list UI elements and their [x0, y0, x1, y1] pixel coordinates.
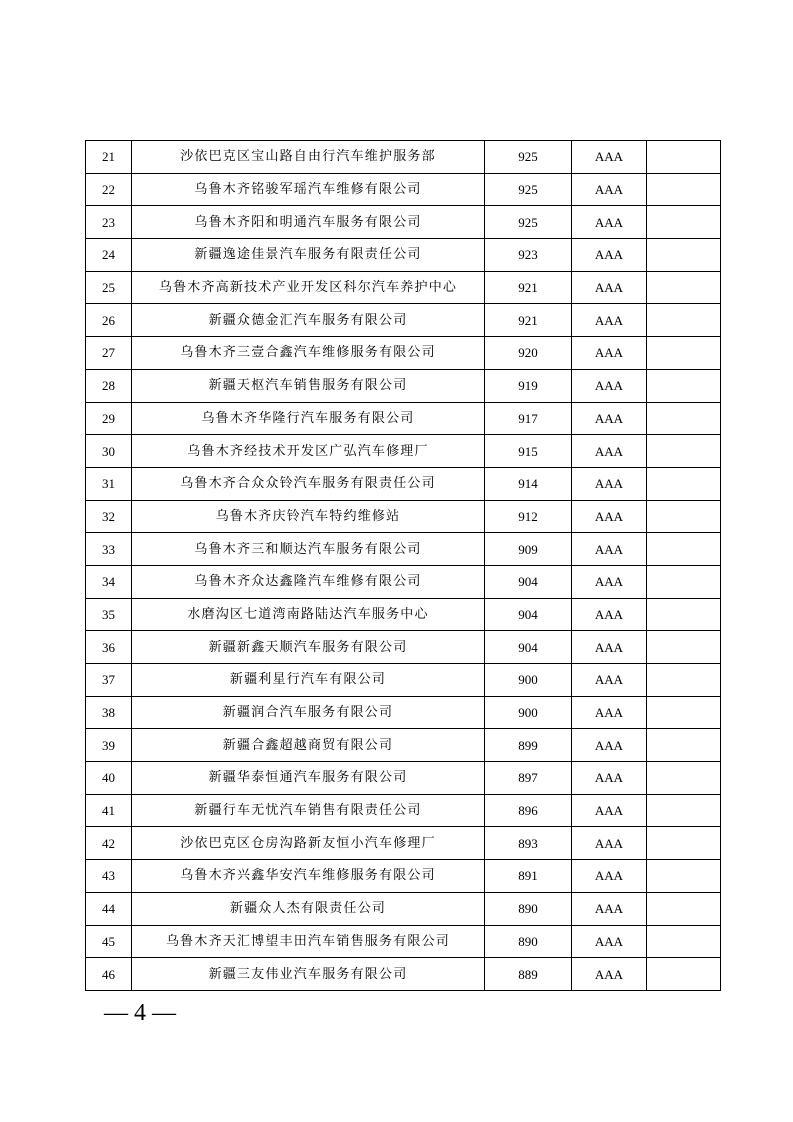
- row-number-cell: 28: [86, 369, 132, 402]
- note-cell: [647, 206, 721, 239]
- grade-cell: AAA: [572, 533, 647, 566]
- table-row: [86, 565, 721, 598]
- company-name-cell: 沙依巴克区仓房沟路新友恒小汽车修理厂: [132, 827, 485, 860]
- grade-cell: AAA: [572, 762, 647, 795]
- score-cell: 904: [485, 631, 572, 664]
- company-name-cell: 新疆众德金汇汽车服务有限公司: [132, 304, 485, 337]
- score-cell: 889: [485, 958, 572, 991]
- row-number-cell: 22: [86, 173, 132, 206]
- note-cell: [647, 958, 721, 991]
- company-name-cell: 新疆华泰恒通汽车服务有限公司: [132, 762, 485, 795]
- score-cell: 915: [485, 435, 572, 468]
- company-name-cell: 沙依巴克区宝山路自由行汽车维护服务部: [132, 141, 485, 174]
- company-name-cell: 乌鲁木齐华隆行汽车服务有限公司: [132, 402, 485, 435]
- note-cell: [647, 500, 721, 533]
- table-row: [86, 337, 721, 370]
- table-row: [86, 762, 721, 795]
- company-name-cell: 乌鲁木齐兴鑫华安汽车维修服务有限公司: [132, 860, 485, 893]
- table-row: [86, 402, 721, 435]
- note-cell: [647, 271, 721, 304]
- company-name-cell: 新疆三友伟业汽车服务有限公司: [132, 958, 485, 991]
- company-name-cell: 乌鲁木齐铭骏军瑶汽车维修有限公司: [132, 173, 485, 206]
- score-cell: 890: [485, 925, 572, 958]
- table-row: [86, 369, 721, 402]
- score-cell: 914: [485, 467, 572, 500]
- row-number-cell: 31: [86, 467, 132, 500]
- table-row: [86, 892, 721, 925]
- note-cell: [647, 141, 721, 174]
- score-cell: 925: [485, 206, 572, 239]
- company-name-cell: 新疆逸途佳景汽车服务有限责任公司: [132, 239, 485, 272]
- note-cell: [647, 729, 721, 762]
- grade-cell: AAA: [572, 435, 647, 468]
- note-cell: [647, 860, 721, 893]
- grade-cell: AAA: [572, 958, 647, 991]
- company-name-cell: 乌鲁木齐三和顺达汽车服务有限公司: [132, 533, 485, 566]
- score-cell: 893: [485, 827, 572, 860]
- company-name-cell: 乌鲁木齐高新技术产业开发区科尔汽车养护中心: [132, 271, 485, 304]
- table-row: [86, 467, 721, 500]
- grade-cell: AAA: [572, 206, 647, 239]
- table-row: [86, 435, 721, 468]
- table-row: [86, 141, 721, 174]
- grade-cell: AAA: [572, 402, 647, 435]
- row-number-cell: 40: [86, 762, 132, 795]
- score-cell: 920: [485, 337, 572, 370]
- score-cell: 923: [485, 239, 572, 272]
- company-name-cell: 新疆润合汽车服务有限公司: [132, 696, 485, 729]
- row-number-cell: 23: [86, 206, 132, 239]
- row-number-cell: 44: [86, 892, 132, 925]
- row-number-cell: 34: [86, 565, 132, 598]
- grade-cell: AAA: [572, 827, 647, 860]
- score-cell: 904: [485, 598, 572, 631]
- rating-table: [85, 140, 721, 991]
- row-number-cell: 26: [86, 304, 132, 337]
- table-row: [86, 631, 721, 664]
- score-cell: 900: [485, 696, 572, 729]
- company-name-cell: 乌鲁木齐众达鑫隆汽车维修有限公司: [132, 565, 485, 598]
- row-number-cell: 37: [86, 664, 132, 697]
- grade-cell: AAA: [572, 729, 647, 762]
- note-cell: [647, 565, 721, 598]
- table-row: [86, 173, 721, 206]
- grade-cell: AAA: [572, 304, 647, 337]
- row-number-cell: 38: [86, 696, 132, 729]
- table-row: [86, 664, 721, 697]
- note-cell: [647, 696, 721, 729]
- score-cell: 900: [485, 664, 572, 697]
- row-number-cell: 43: [86, 860, 132, 893]
- note-cell: [647, 435, 721, 468]
- score-cell: 925: [485, 173, 572, 206]
- company-name-cell: 新疆行车无忧汽车销售有限责任公司: [132, 794, 485, 827]
- grade-cell: AAA: [572, 467, 647, 500]
- table-row: [86, 925, 721, 958]
- company-name-cell: 乌鲁木齐经技术开发区广弘汽车修理厂: [132, 435, 485, 468]
- grade-cell: AAA: [572, 925, 647, 958]
- row-number-cell: 35: [86, 598, 132, 631]
- grade-cell: AAA: [572, 337, 647, 370]
- note-cell: [647, 598, 721, 631]
- score-cell: 890: [485, 892, 572, 925]
- company-name-cell: 新疆利星行汽车有限公司: [132, 664, 485, 697]
- row-number-cell: 42: [86, 827, 132, 860]
- row-number-cell: 46: [86, 958, 132, 991]
- grade-cell: AAA: [572, 631, 647, 664]
- note-cell: [647, 467, 721, 500]
- row-number-cell: 32: [86, 500, 132, 533]
- score-cell: 904: [485, 565, 572, 598]
- grade-cell: AAA: [572, 892, 647, 925]
- row-number-cell: 21: [86, 141, 132, 174]
- page-number: — 4 —: [104, 1000, 176, 1026]
- grade-cell: AAA: [572, 141, 647, 174]
- company-name-cell: 新疆天枢汽车销售服务有限公司: [132, 369, 485, 402]
- row-number-cell: 29: [86, 402, 132, 435]
- company-name-cell: 水磨沟区七道湾南路陆达汽车服务中心: [132, 598, 485, 631]
- table-row: [86, 958, 721, 991]
- row-number-cell: 39: [86, 729, 132, 762]
- grade-cell: AAA: [572, 271, 647, 304]
- note-cell: [647, 337, 721, 370]
- grade-cell: AAA: [572, 500, 647, 533]
- grade-cell: AAA: [572, 794, 647, 827]
- company-name-cell: 乌鲁木齐天汇博望丰田汽车销售服务有限公司: [132, 925, 485, 958]
- company-name-cell: 乌鲁木齐三壹合鑫汽车维修服务有限公司: [132, 337, 485, 370]
- grade-cell: AAA: [572, 239, 647, 272]
- score-cell: 909: [485, 533, 572, 566]
- table-body: [86, 141, 721, 991]
- table-row: [86, 239, 721, 272]
- table-row: [86, 827, 721, 860]
- row-number-cell: 30: [86, 435, 132, 468]
- note-cell: [647, 827, 721, 860]
- score-cell: 917: [485, 402, 572, 435]
- note-cell: [647, 762, 721, 795]
- company-name-cell: 新疆合鑫超越商贸有限公司: [132, 729, 485, 762]
- grade-cell: AAA: [572, 664, 647, 697]
- score-cell: 919: [485, 369, 572, 402]
- grade-cell: AAA: [572, 369, 647, 402]
- note-cell: [647, 925, 721, 958]
- grade-cell: AAA: [572, 696, 647, 729]
- score-cell: 921: [485, 271, 572, 304]
- score-cell: 921: [485, 304, 572, 337]
- score-cell: 897: [485, 762, 572, 795]
- note-cell: [647, 533, 721, 566]
- table-row: [86, 794, 721, 827]
- company-name-cell: 乌鲁木齐阳和明通汽车服务有限公司: [132, 206, 485, 239]
- grade-cell: AAA: [572, 860, 647, 893]
- score-cell: 891: [485, 860, 572, 893]
- note-cell: [647, 794, 721, 827]
- table-row: [86, 860, 721, 893]
- note-cell: [647, 631, 721, 664]
- note-cell: [647, 173, 721, 206]
- note-cell: [647, 239, 721, 272]
- row-number-cell: 36: [86, 631, 132, 664]
- grade-cell: AAA: [572, 173, 647, 206]
- note-cell: [647, 892, 721, 925]
- row-number-cell: 41: [86, 794, 132, 827]
- company-name-cell: 乌鲁木齐庆铃汽车特约维修站: [132, 500, 485, 533]
- grade-cell: AAA: [572, 598, 647, 631]
- row-number-cell: 25: [86, 271, 132, 304]
- table-row: [86, 500, 721, 533]
- score-cell: 912: [485, 500, 572, 533]
- score-cell: 925: [485, 141, 572, 174]
- row-number-cell: 27: [86, 337, 132, 370]
- score-cell: 899: [485, 729, 572, 762]
- company-name-cell: 新疆众人杰有限责任公司: [132, 892, 485, 925]
- score-cell: 896: [485, 794, 572, 827]
- table-row: [86, 696, 721, 729]
- row-number-cell: 33: [86, 533, 132, 566]
- note-cell: [647, 369, 721, 402]
- table-row: [86, 729, 721, 762]
- table-row: [86, 598, 721, 631]
- company-name-cell: 乌鲁木齐合众众铃汽车服务有限责任公司: [132, 467, 485, 500]
- grade-cell: AAA: [572, 565, 647, 598]
- row-number-cell: 24: [86, 239, 132, 272]
- table-row: [86, 271, 721, 304]
- table-row: [86, 206, 721, 239]
- table-row: [86, 304, 721, 337]
- table-row: [86, 533, 721, 566]
- company-name-cell: 新疆新鑫天顺汽车服务有限公司: [132, 631, 485, 664]
- note-cell: [647, 664, 721, 697]
- row-number-cell: 45: [86, 925, 132, 958]
- note-cell: [647, 402, 721, 435]
- note-cell: [647, 304, 721, 337]
